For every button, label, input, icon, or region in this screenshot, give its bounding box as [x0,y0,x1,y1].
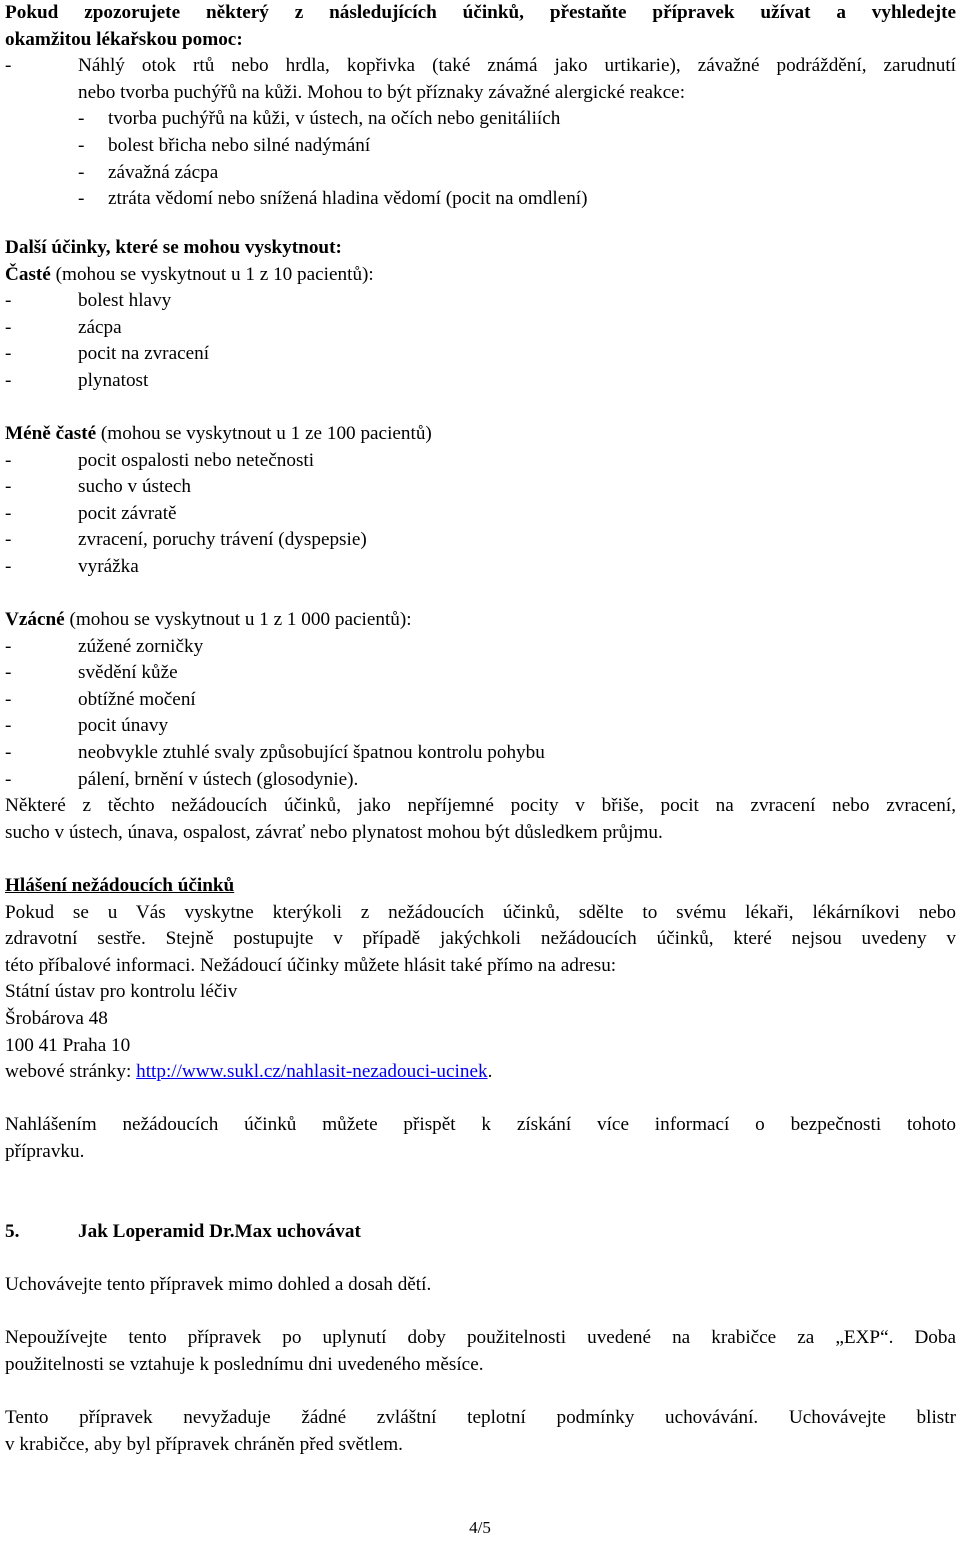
common-frequency: (mohou se vyskytnout u 1 z 10 pacientů): [50,263,374,285]
contribution-line1: Nahlášením nežádoucích účinků můžete přispět k získání více informací o bezpečnosti tohoto [5,1114,956,1135]
common-heading [5,262,956,289]
warning-sub-item: - tvorba puchýřů na kůži, v ústech, na očích nebo genitáliích [78,108,561,130]
warning-item-emphasis: nebo tvorba puchýřů na kůži. [78,81,303,103]
reporting-paragraph-line3: této příbalové informaci. Nežádoucí účinky můžete hlásit také přímo na adresu: [5,954,617,976]
common-item: - zácpa [5,316,122,338]
side-effects-note-line1: Některé z těchto nežádoucích účinků, jako nepříjemné pocity v břiše, pocit na zvracení nebo zvracení, [5,795,956,817]
reporting-heading: Hlášení nežádoucích účinků [5,875,235,896]
other-effects-section [5,235,956,395]
warning-sub-item: - bolest břicha nebo silné nadýmání [78,134,371,156]
rare-frequency: (mohou se vyskytnout u 1 z 1 000 pacientů): [64,609,412,630]
uncommon-label: Méně časté [5,423,97,444]
rare-item: - svědění kůže [5,662,178,684]
uncommon-item-text: zvracení, poruchy trávení (dyspepsie) [78,529,367,551]
warning-sub-item: - ztráta vědomí nebo snížená hladina vědomí (pocit na omdlení) [78,188,588,210]
reporting-paragraph-line1: Pokud se u Vás vyskytne kterýkoli z nežádoucích účinků, sdělte to svému lékaři, lékárníkovi nebo [5,901,956,923]
uncommon-item: - pocit závratě [5,502,177,524]
address-street: Šrobárova 48 [5,1007,108,1029]
rare-item: - neobvykle ztuhlé svaly způsobující špatnou kontrolu pohybu [5,741,545,763]
warning-sub-item-text: bolest břicha nebo silné nadýmání [108,134,371,156]
rare-item-text: pálení, brnění v ústech (glosodynie). [78,768,359,790]
warning-section [5,0,956,213]
contribution-paragraph [5,1112,956,1165]
section-number: 5. [5,1221,20,1242]
page-number: 4/5 [469,1518,491,1537]
warning-heading-line1: Pokud zpozorujete některý z následujících účinků, přestaňte přípravek užívat a vyhledejte [5,2,956,23]
rare-heading [5,607,956,634]
storage-p2-line2: použitelnosti se vztahuje k poslednímu dni uvedeného měsíce. [5,1353,484,1375]
common-item-text: zácpa [78,316,122,338]
rare-label: Vzácné [5,609,65,630]
storage-p1-line: Uchovávejte tento přípravek mimo dohled a dosah dětí. [5,1274,432,1295]
uncommon-item-text: pocit závratě [78,502,177,524]
warning-item-reaction: Mohou to být příznaky závažné alergické reakce: [302,81,686,103]
warning-heading-line2: okamžitou lékařskou pomoc: [5,28,243,50]
rare-item-text: obtížné močení [78,688,196,710]
warning-item-line2 [5,80,956,107]
rare-item: - pocit únavy [5,715,169,737]
common-item-text: pocit na zvracení [78,343,210,365]
reporting-section [5,873,956,1086]
address-city: 100 41 Praha 10 [5,1034,131,1056]
storage-paragraph-3 [5,1405,956,1458]
website-period: . [487,1061,493,1083]
uncommon-heading [5,421,956,448]
storage-p3-line1: Tento přípravek nevyžaduje žádné zvláštní teplotní podmínky uchovávání. Uchovávejte blistr [5,1407,956,1428]
uncommon-item-text: pocit ospalosti nebo netečnosti [78,449,315,471]
uncommon-item: - sucho v ústech [5,476,191,498]
warning-sub-item-text: závažná zácpa [108,161,219,183]
common-label: Časté [5,263,51,285]
uncommon-item-text: vyrážka [78,555,139,577]
uncommon-item: - zvracení, poruchy trávení (dyspepsie) [5,529,367,551]
uncommon-item: - pocit ospalosti nebo netečnosti [5,449,315,471]
warning-sub-item: - závažná zácpa [78,161,219,183]
storage-paragraph-2 [5,1325,956,1378]
storage-p2-line1: Nepoužívejte tento přípravek po uplynutí doby použitelnosti uvedené na krabičce za „EXP“. Doba [5,1327,956,1348]
uncommon-item: - vyrážka [5,555,139,577]
website-line [5,1059,956,1086]
warning-item-line1: - Náhlý otok rtů nebo hrdla, kopřivka (také známá jako urtikarie), závažné podráždění, zarudnutí [5,55,956,77]
warning-item-text: Náhlý otok rtů nebo hrdla, kopřivka (také známá jako urtikarie), závažné podráždění, zarudnutí [78,55,956,77]
common-item: - pocit na zvracení [5,343,210,365]
storage-paragraph-1 [5,1272,956,1299]
rare-item-text: zúžené zorničky [78,635,204,657]
uncommon-item-text: sucho v ústech [78,476,191,498]
contribution-line2: přípravku. [5,1140,85,1162]
rare-item-text: svědění kůže [78,662,178,684]
rare-item: - obtížné močení [5,688,196,710]
rare-section [5,607,956,846]
website-label: webové stránky: [5,1061,137,1083]
warning-sub-item-text: ztráta vědomí nebo snížená hladina vědomí (pocit na omdlení) [108,188,588,210]
website-link[interactable]: http://www.sukl.cz/nahlasit-nezadouci-ucinek [136,1061,488,1083]
uncommon-section [5,421,956,581]
other-effects-heading: Další účinky, které se mohou vyskytnout: [5,237,342,258]
reporting-paragraph-line2: zdravotní sestře. Stejně postupujte v případě jakýchkoli nežádoucích účinků, které nejsou uvedeny v [5,928,956,950]
rare-item: - pálení, brnění v ústech (glosodynie). [5,768,359,790]
side-effects-note-line2: sucho v ústech, únava, ospalost, závrať nebo plynatost mohou být důsledkem průjmu. [5,821,663,843]
rare-item-text: pocit únavy [78,715,169,737]
rare-item-text: neobvykle ztuhlé svaly způsobující špatnou kontrolu pohybu [78,741,545,763]
uncommon-frequency: (mohou se vyskytnout u 1 ze 100 pacientů) [96,423,432,444]
rare-item: - zúžené zorničky [5,635,204,657]
section-title: Jak Loperamid Dr.Max uchovávat [78,1221,361,1242]
storage-p3-line2: v krabičce, aby byl přípravek chráněn před světlem. [5,1433,403,1455]
common-item: - bolest hlavy [5,290,172,312]
storage-heading [5,1219,956,1246]
warning-sub-item-text: tvorba puchýřů na kůži, v ústech, na očích nebo genitáliích [108,108,561,130]
common-item-text: bolest hlavy [78,290,172,312]
common-item-text: plynatost [78,369,149,391]
common-item: - plynatost [5,369,149,391]
address-institution: Státní ústav pro kontrolu léčiv [5,981,238,1003]
storage-heading-line [5,1219,956,1246]
